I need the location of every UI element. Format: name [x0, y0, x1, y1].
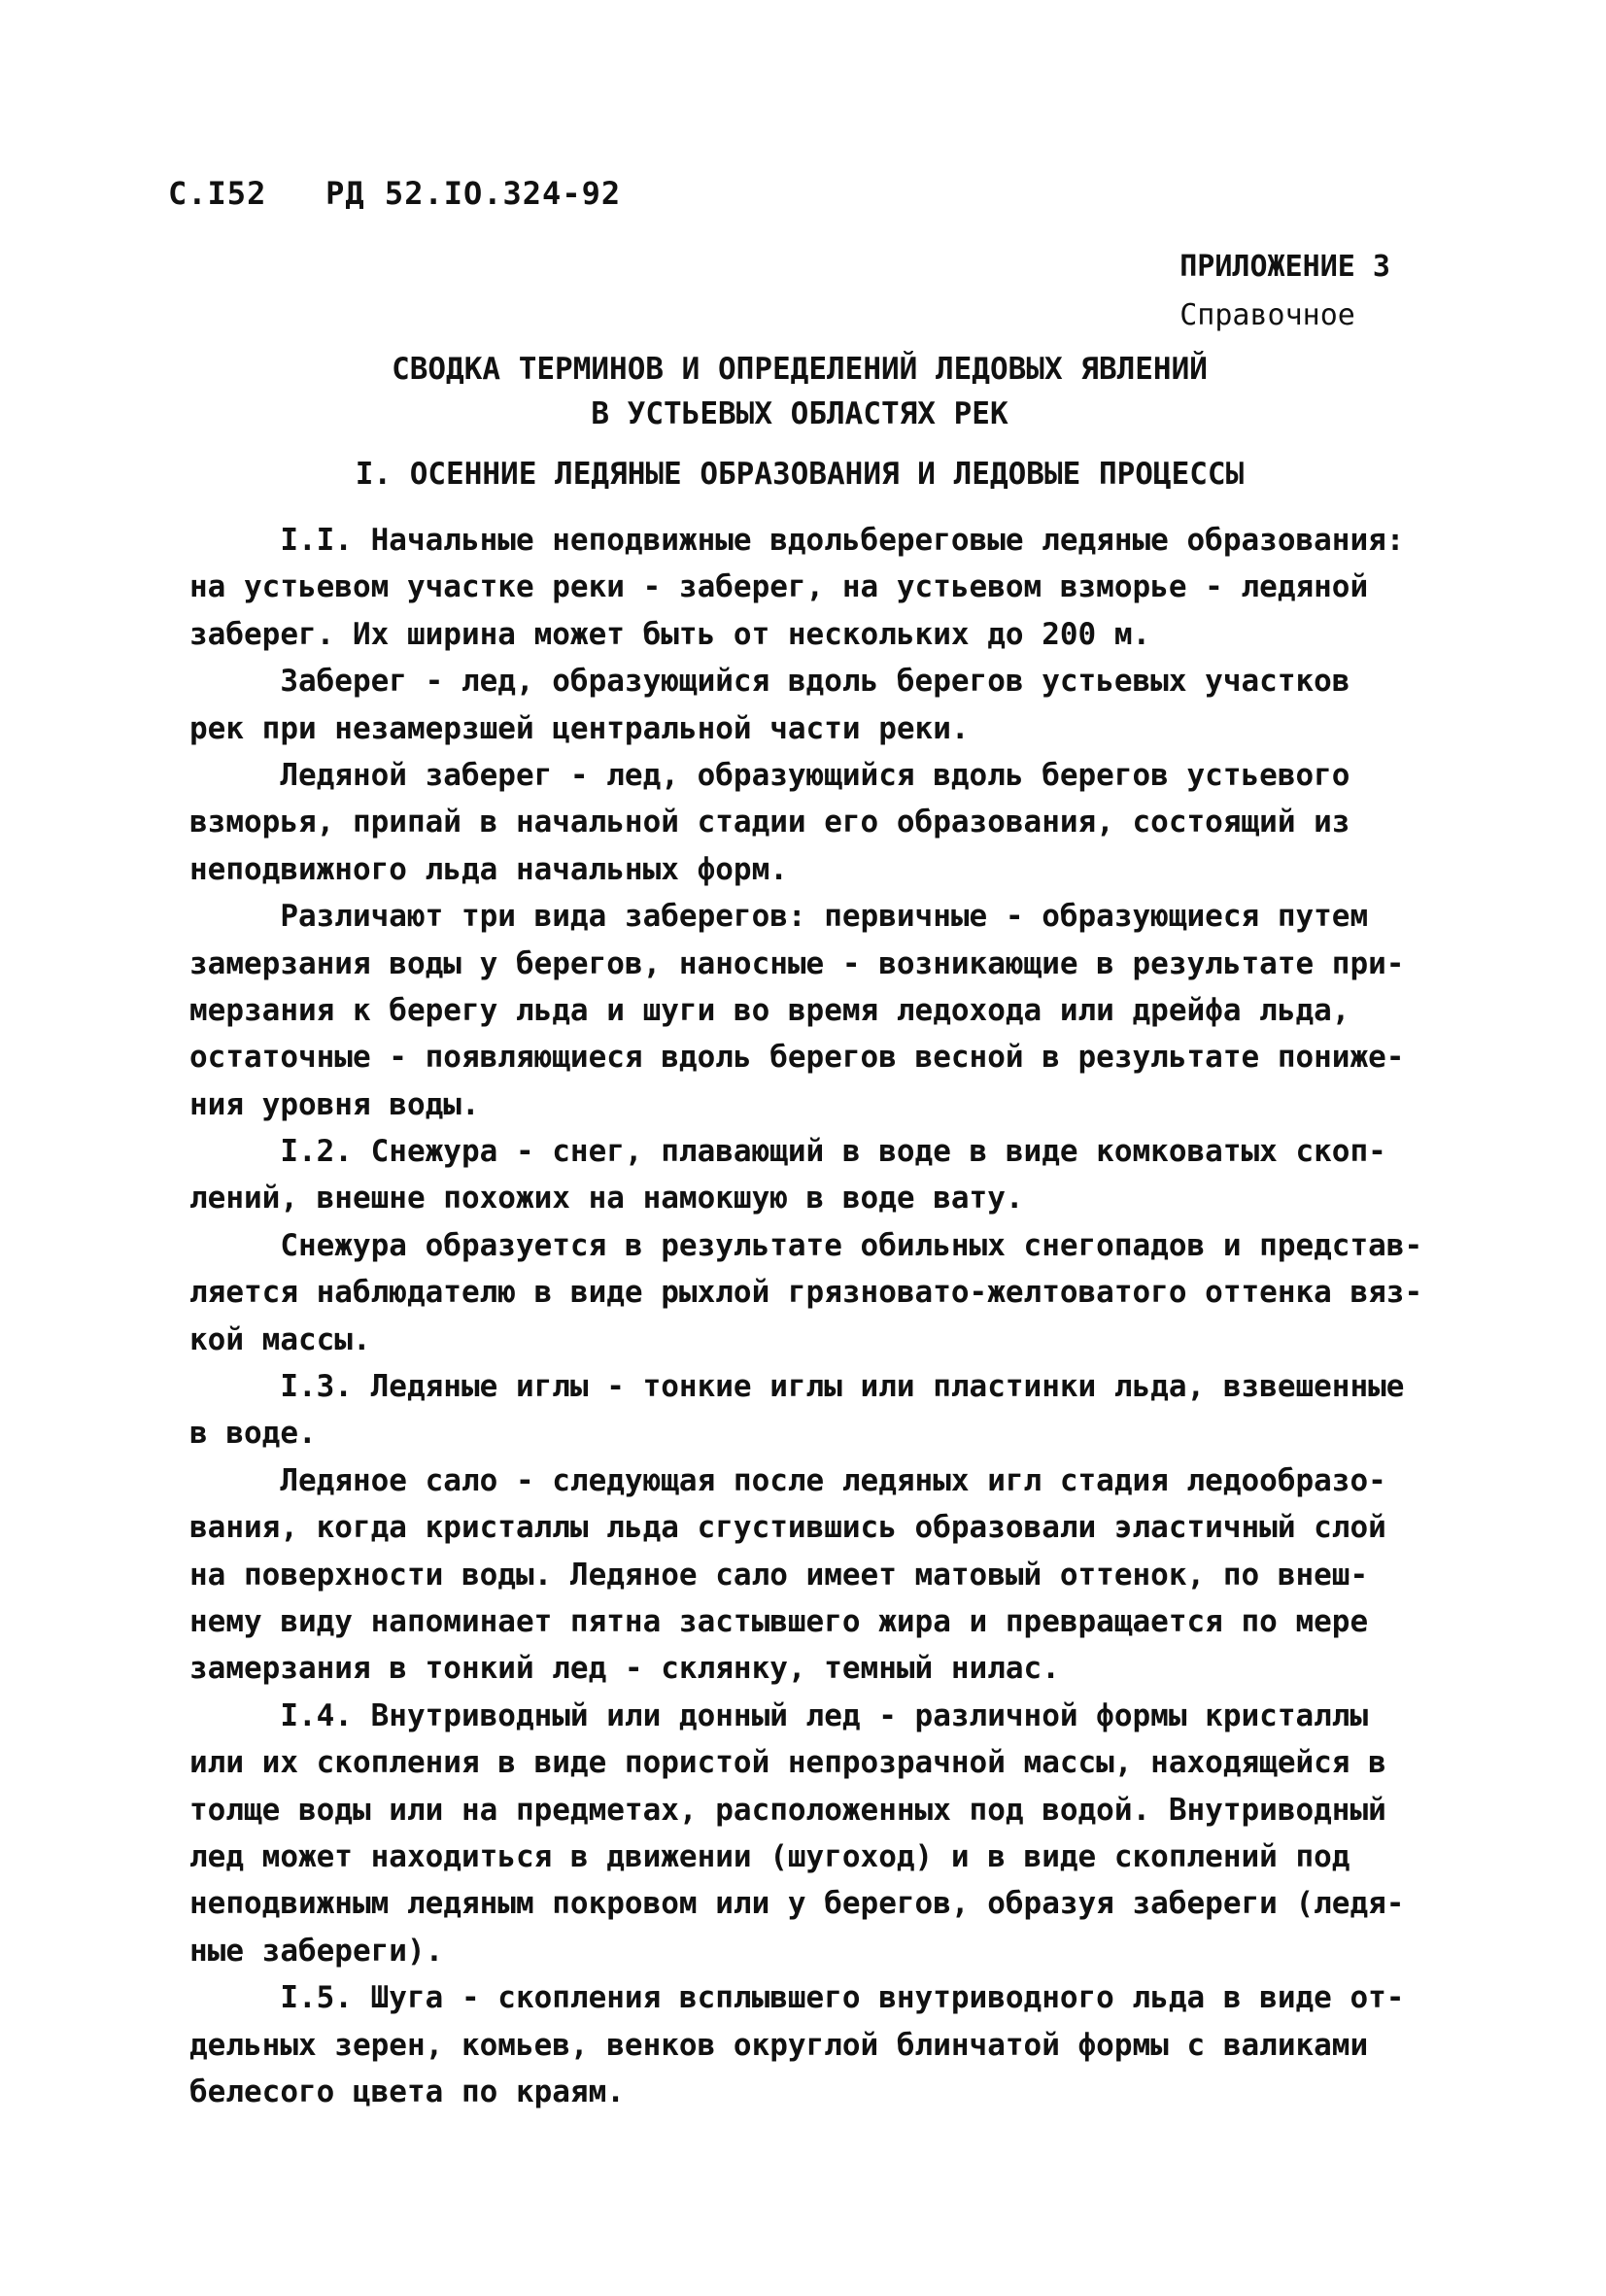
- body-text-line: неподвижным ледяным покровом или у берегов, образуя забереги (ледя-: [189, 1886, 1405, 1922]
- body-text-line: заберег. Их ширина может быть от нескольких до 200 м.: [189, 616, 1151, 652]
- body-text-line: рек при незамерзшей центральной части реки.: [189, 710, 970, 746]
- body-text-line: кой массы.: [189, 1321, 371, 1357]
- document-title-line-1: СВОДКА ТЕРМИНОВ И ОПРЕДЕЛЕНИЙ ЛЕДОВЫХ ЯВЛЕНИЙ: [392, 352, 1208, 387]
- document-title-line-2: В УСТЬЕВЫХ ОБЛАСТЯХ РЕК: [591, 396, 1008, 431]
- body-text-line: лед может находиться в движении (шугоход) и в виде скоплений под: [189, 1838, 1350, 1874]
- body-text-line: дельных зерен, комьев, венков округлой блинчатой формы с валиками: [189, 2027, 1369, 2063]
- body-text-line: Заберег - лед, образующийся вдоль берегов устьевых участков: [189, 664, 1350, 700]
- body-text-line: нему виду напоминает пятна застывшего жира и превращается по мере: [189, 1603, 1369, 1639]
- body-text-line: замерзания в тонкий лед - склянку, темный нилас.: [189, 1651, 1060, 1687]
- body-text-line: в воде.: [189, 1416, 317, 1452]
- body-text-line: Ледяное сало - следующая после ледяных игл стадия ледообразо-: [189, 1462, 1386, 1498]
- body-text-line: ния уровня воды.: [189, 1086, 480, 1122]
- body-text-line: на поверхности воды. Ледяное сало имеет матовый оттенок, по внеш-: [189, 1557, 1369, 1593]
- body-text-line: белесого цвета по краям.: [189, 2073, 625, 2109]
- body-text-line: ляется наблюдателю в виде рыхлой грязновато-желтоватого оттенка вяз-: [189, 1275, 1423, 1311]
- body-text-line: взморья, припай в начальной стадии его образования, состоящий из: [189, 805, 1350, 840]
- page-header-reference: С.I52 РД 52.IO.324-92: [168, 175, 622, 212]
- body-text-line: мерзания к берегу льда и шуги во время ледохода или дрейфа льда,: [189, 992, 1350, 1028]
- body-text: [189, 517, 1472, 2115]
- body-text-line: I.2. Снежура - снег, плавающий в воде в виде комковатых скоп-: [189, 1134, 1386, 1170]
- body-text-line: неподвижного льда начальных форм.: [189, 851, 788, 887]
- body-text-line: Снежура образуется в результате обильных снегопадов и представ-: [189, 1227, 1423, 1263]
- body-text-line: или их скопления в виде пористой непрозрачной массы, находящейся в: [189, 1745, 1386, 1781]
- appendix-label: ПРИЛОЖЕНИЕ 3: [1179, 250, 1390, 284]
- body-text-line: I.3. Ледяные иглы - тонкие иглы или пластинки льда, взвешенные: [189, 1369, 1405, 1405]
- body-text-line: замерзания воды у берегов, наносные - возникающие в результате при-: [189, 945, 1405, 981]
- appendix-type: Справочное: [1179, 298, 1355, 332]
- body-text-line: остаточные - появляющиеся вдоль берегов весной в результате пониже-: [189, 1040, 1405, 1076]
- body-text-line: вания, когда кристаллы льда сгустившись образовали эластичный слой: [189, 1510, 1386, 1546]
- body-text-line: Ледяной заберег - лед, образующийся вдоль берегов устьевого: [189, 757, 1350, 793]
- body-text-line: на устьевом участке реки - заберег, на устьевом взморье - ледяной: [189, 569, 1369, 605]
- body-text-line: Различают три вида заберегов: первичные - образующиеся путем: [189, 899, 1369, 935]
- appendix-block: [1179, 243, 1390, 340]
- section-heading: I. ОСЕННИЕ ЛЕДЯНЫЕ ОБРАЗОВАНИЯ И ЛЕДОВЫЕ ПРОЦЕССЫ: [355, 457, 1245, 492]
- body-text-line: ные забереги).: [189, 1933, 444, 1969]
- body-text-line: I.4. Внутриводный или донный лед - различной формы кристаллы: [189, 1697, 1369, 1733]
- body-text-line: I.I. Начальные неподвижные вдольбереговые ледяные образования:: [189, 523, 1405, 558]
- body-text-line: лений, внешне похожих на намокшую в воде вату.: [189, 1181, 1024, 1217]
- body-text-line: I.5. Шуга - скопления всплывшего внутриводного льда в виде от-: [189, 1980, 1405, 2016]
- body-text-line: толще воды или на предметах, расположенных под водой. Внутриводный: [189, 1792, 1386, 1828]
